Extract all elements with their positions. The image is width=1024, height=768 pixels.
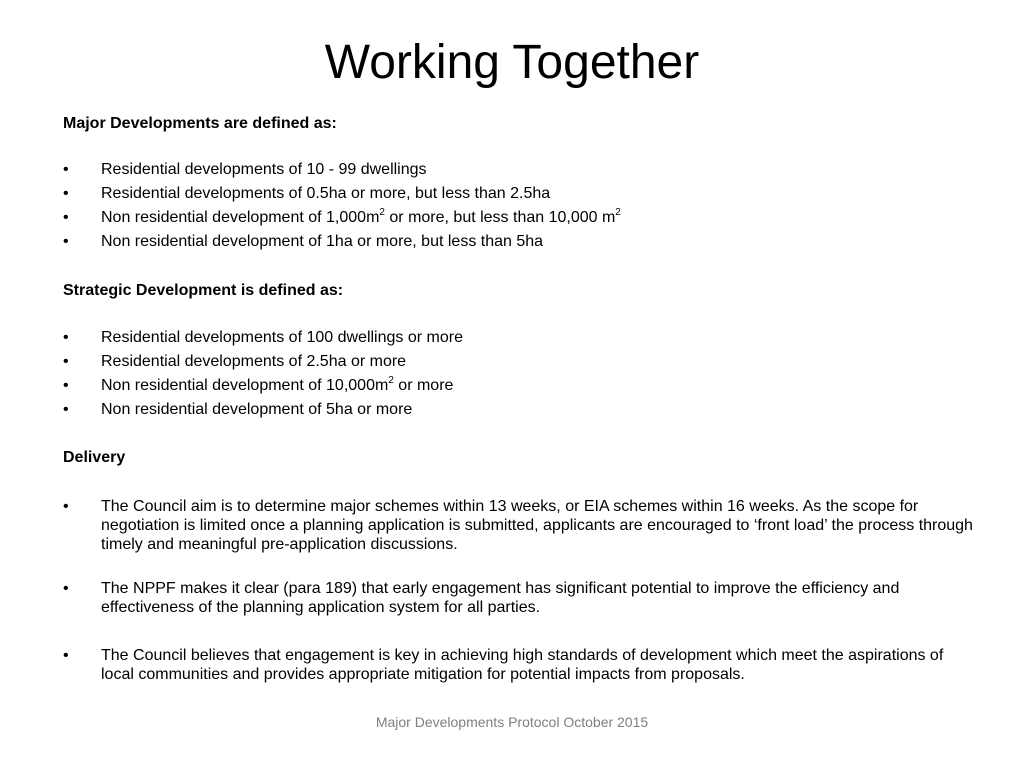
list-item: • Non residential development of $1,000m^2$ or more, but less than 10,000 $m^2$ — [63, 206, 963, 230]
bullet-icon: • — [63, 498, 69, 515]
list-item: • Residential developments of 100 dwellings or more — [63, 326, 963, 350]
list-item: • The Council believes that engagement is key in achieving high standards of development which meet the aspirations of local communities and provides appropriate mitigation for potential impacts from proposals. — [63, 647, 944, 683]
delivery-list — [63, 579, 973, 617]
bullet-icon: • — [63, 401, 69, 418]
list-item: • Non residential development of $10,000m^2$ or more — [63, 374, 963, 398]
list-item: • Residential developments of 2.5ha or more — [63, 350, 963, 374]
major-developments-heading: Major Developments are defined as: — [63, 115, 337, 132]
delivery-list — [63, 646, 973, 684]
slide-title: Working Together — [324, 36, 700, 89]
bullet-icon: • — [63, 329, 69, 346]
bullet-icon: • — [63, 580, 69, 597]
list-item: • Non residential development of 5ha or more — [63, 398, 963, 422]
list-item: • The Council aim is to determine major schemes within 13 weeks, or EIA schemes within 16 weeks. As the scope for negotiation is limited once a planning application is submitted, applicants are encouraged to ‘front load’ the process through timely and meaningful pre-application discussions. — [63, 498, 973, 553]
bullet-icon: • — [63, 353, 69, 370]
bullet-icon: • — [63, 647, 69, 664]
delivery-list — [63, 497, 973, 554]
delivery-heading: Delivery — [63, 449, 126, 466]
bullet-icon: • — [63, 185, 69, 202]
bullet-icon: • — [63, 377, 69, 394]
list-item: • Residential developments of 0.5ha or more, but less than 2.5ha — [63, 182, 963, 206]
slide-footer: Major Developments Protocol October 2015 — [375, 714, 649, 730]
bullet-icon: • — [63, 233, 69, 250]
bullet-icon: • — [63, 161, 69, 178]
list-item: • Residential developments of 10 - 99 dwellings — [63, 158, 963, 182]
strategic-development-list — [63, 326, 963, 422]
bullet-icon: • — [63, 209, 69, 226]
list-item: • The NPPF makes it clear (para 189) that early engagement has significant potential to improve the efficiency and effectiveness of the planning application system for all parties. — [63, 580, 900, 616]
strategic-development-heading: Strategic Development is defined as: — [63, 282, 344, 299]
major-developments-list — [63, 158, 963, 254]
list-item: • Non residential development of 1ha or more, but less than 5ha — [63, 230, 963, 254]
